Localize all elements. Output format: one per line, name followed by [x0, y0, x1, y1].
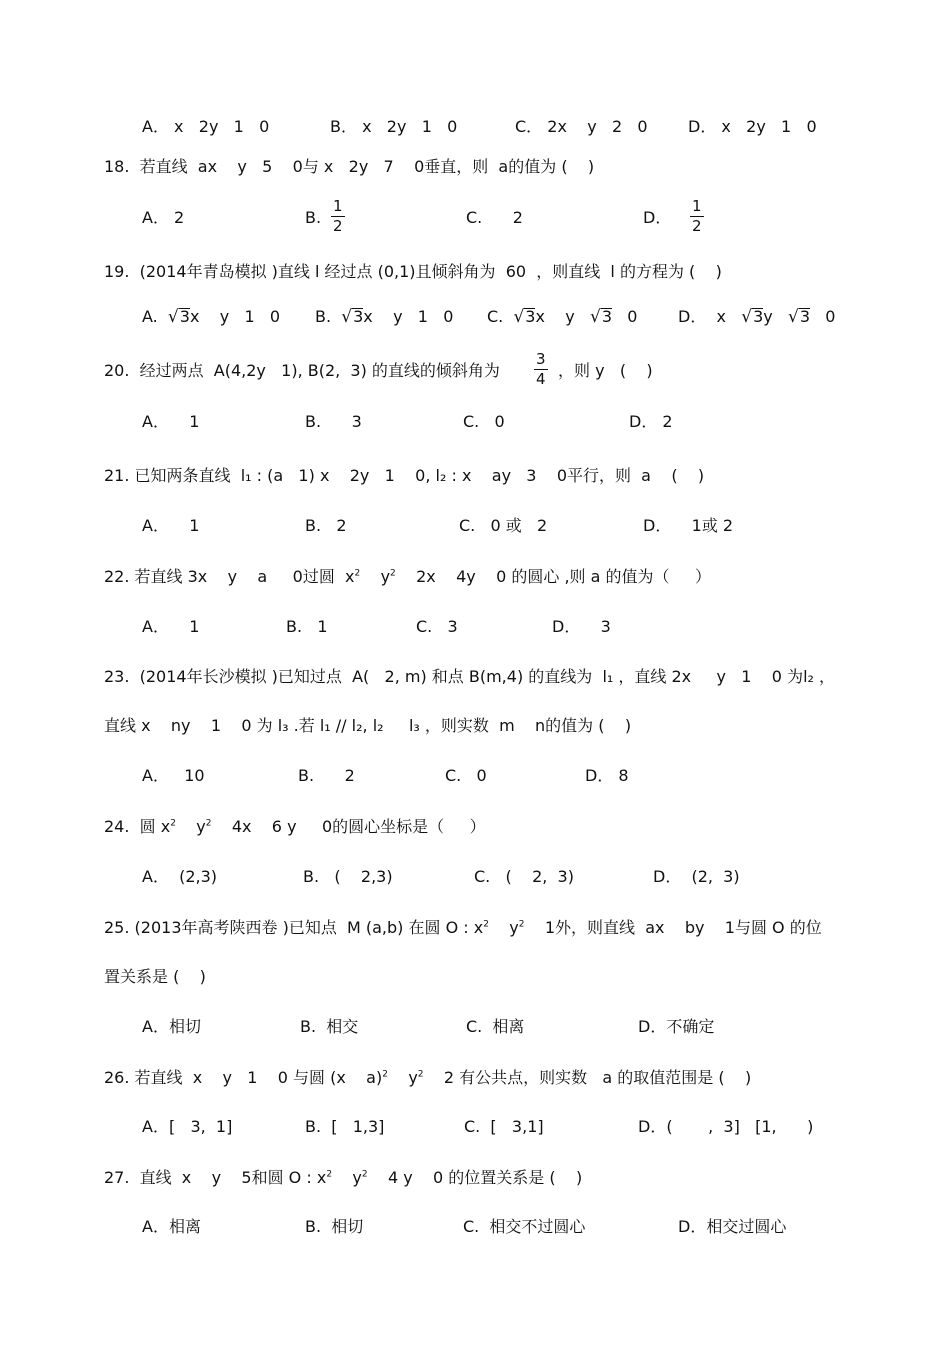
- option-label: B.: [315, 307, 342, 326]
- stem-text: y: [332, 1168, 362, 1187]
- q20-option-d: D． 2: [629, 412, 673, 431]
- radicand: 3: [799, 307, 811, 326]
- q18-option-c: C. 2: [466, 208, 523, 227]
- q25-stem-line1: [104, 918, 822, 938]
- fraction-numerator: 3: [536, 350, 546, 368]
- option-text: 0: [810, 307, 836, 326]
- q20-option-b: B. 3: [305, 412, 362, 431]
- q24-option-d: D． (2, 3): [653, 867, 740, 886]
- q22-option-c: C. 3: [416, 617, 458, 636]
- q25-option-c: C. 相离: [466, 1017, 525, 1036]
- stem-text: y: [488, 918, 519, 937]
- radical-icon: √: [741, 307, 753, 327]
- stem-text: 22. 若直线 3x y a 0过圆 x: [104, 567, 355, 586]
- q27-option-d: D．相交过圆心: [678, 1217, 787, 1236]
- option-text: y: [763, 307, 788, 326]
- q18-option-d-label: D．: [643, 208, 672, 227]
- q24-option-c: C. ( 2, 3): [474, 867, 574, 886]
- fraction-denominator: 2: [692, 217, 702, 235]
- q24-option-a: A． (2,3): [142, 867, 218, 886]
- q17-option-d: D． x 2y 1 0: [688, 117, 817, 136]
- radicand: 3: [601, 307, 613, 326]
- q27-option-c: C. 相交不过圆心: [463, 1217, 586, 1236]
- exponent: 2: [326, 1169, 333, 1180]
- q19-option-b: [315, 307, 453, 327]
- q19-option-a: [142, 307, 280, 327]
- q20-stem: 20. 经过两点 A(4,2y 1), B(2, 3) 的直线的倾斜角为: [104, 361, 500, 380]
- q26-option-d: D．( , 3] [1, ): [638, 1117, 814, 1136]
- q22-stem: [104, 567, 711, 587]
- q27-option-a: A．相离: [142, 1217, 201, 1236]
- q22-option-d: D． 3: [552, 617, 611, 636]
- q18-option-b-label: B.: [305, 208, 322, 227]
- q20-stem-tail: ，则 y ( ): [558, 361, 653, 380]
- q27-option-b: B. 相切: [305, 1217, 364, 1236]
- stem-text: 4 y 0 的位置关系是 ( ): [367, 1168, 583, 1187]
- q18-option-d-fraction: [690, 198, 704, 235]
- exponent: 2: [361, 1169, 368, 1180]
- q18-option-a: A． 2: [142, 208, 185, 227]
- fraction-numerator: 1: [333, 197, 343, 215]
- option-label: D． x: [678, 307, 742, 326]
- q23-option-d: D． 8: [585, 766, 629, 785]
- q19-option-c: [487, 307, 637, 327]
- stem-text: y: [360, 567, 391, 586]
- stem-text: 1外，则直线 ax by 1与圆 O 的位: [524, 918, 822, 937]
- radicand: 3: [525, 307, 536, 326]
- q24-option-b: B. ( 2,3): [303, 867, 393, 886]
- q26-option-b: B. [ 1,3]: [305, 1117, 385, 1136]
- q23-option-a: A． 10: [142, 766, 205, 785]
- option-text: 0: [612, 307, 638, 326]
- q21-option-b: B. 2: [305, 516, 347, 535]
- stem-text: 27. 直线 x y 5和圆 O : x: [104, 1168, 327, 1187]
- q23-option-b: B. 2: [298, 766, 355, 785]
- stem-text: y: [175, 817, 206, 836]
- option-text: x y 1 0: [363, 307, 454, 326]
- q26-option-a: A．[ 3, 1]: [142, 1117, 233, 1136]
- q17-option-c: C． 2x y 2 0: [515, 117, 648, 136]
- q26-option-c: C. [ 3,1]: [464, 1117, 544, 1136]
- radicand: 3: [753, 307, 764, 326]
- q21-option-d: D． 1或 2: [643, 516, 734, 535]
- exponent: 2: [483, 919, 489, 930]
- option-text: x y: [535, 307, 591, 326]
- radical-icon: √: [167, 307, 179, 327]
- q25-stem-line2: 置关系是 ( ): [104, 967, 206, 986]
- stem-text: 2 有公共点，则实数 a 的取值范围是 ( ): [423, 1068, 752, 1087]
- q17-option-a: A． x 2y 1 0: [142, 117, 270, 136]
- stem-text: 2x 4y 0 的圆心 ,则 a 的值为（ ）: [395, 567, 711, 586]
- option-label: A.: [142, 307, 168, 326]
- radicand: 3: [353, 307, 364, 326]
- exponent: 2: [390, 568, 396, 579]
- exponent: 2: [170, 818, 176, 829]
- q24-stem: [104, 817, 486, 837]
- q27-stem: [104, 1168, 582, 1188]
- q23-stem-line1: 23. (2014年长沙模拟 )已知过点 A( 2, m) 和点 B(m,4) 的直线为 l₁ ，直线 2x y 1 0 为l₂ ，: [104, 667, 836, 686]
- q17-option-b: B． x 2y 1 0: [330, 117, 458, 136]
- option-label: C.: [487, 307, 514, 326]
- option-text: x y 1 0: [189, 307, 281, 326]
- radical-icon: √: [788, 307, 799, 327]
- q20-option-a: A． 1: [142, 412, 200, 431]
- radical-icon: √: [513, 307, 525, 327]
- fraction-numerator: 1: [692, 197, 702, 215]
- q25-option-a: A．相切: [142, 1017, 201, 1036]
- q21-option-a: A． 1: [142, 516, 200, 535]
- q19-stem: 19. (2014年青岛模拟 )直线 l 经过点 (0,1)且倾斜角为 60 ，则直线 l 的方程为 ( ): [104, 262, 722, 281]
- q25-option-b: B. 相交: [300, 1017, 359, 1036]
- q18-stem: 18. 若直线 ax y 5 0与 x 2y 7 0垂直，则 a的值为 ( ): [104, 157, 595, 176]
- exponent: 2: [518, 919, 525, 930]
- exponent: 2: [417, 1069, 424, 1080]
- stem-text: y: [387, 1068, 418, 1087]
- fraction-denominator: 2: [333, 217, 343, 235]
- exponent: 2: [382, 1069, 388, 1080]
- radical-icon: √: [341, 307, 353, 327]
- q21-stem: 21. 已知两条直线 l₁ : (a 1) x 2y 1 0, l₂ : x ay 3 0平行，则 a ( ): [104, 466, 705, 485]
- q26-stem: [104, 1068, 751, 1088]
- q25-option-d: D．不确定: [638, 1017, 715, 1036]
- q23-option-c: C. 0: [445, 766, 487, 785]
- radicand: 3: [179, 307, 190, 326]
- stem-text: 25. (2013年高考陕西卷 )已知点 M (a,b) 在圆 O : x: [104, 918, 484, 937]
- radical-icon: √: [590, 307, 601, 327]
- q22-option-b: B. 1: [286, 617, 328, 636]
- stem-text: 24. 圆 x: [104, 817, 171, 836]
- stem-text: 26. 若直线 x y 1 0 与圆 (x a): [104, 1068, 383, 1087]
- q20-option-c: C. 0: [463, 412, 505, 431]
- exponent: 2: [354, 568, 361, 579]
- fraction-denominator: 4: [536, 370, 546, 388]
- q19-option-d: [678, 307, 835, 327]
- q18-option-b-fraction: [331, 198, 345, 235]
- q20-fraction: [534, 351, 548, 388]
- exponent: 2: [205, 818, 212, 829]
- q21-option-c: C. 0 或 2: [459, 516, 548, 535]
- q22-option-a: A． 1: [142, 617, 200, 636]
- q23-stem-line2: 直线 x ny 1 0 为 l₃ .若 l₁ // l₂, l₂ l₃ ，则实数 m n的值为 ( ): [104, 716, 632, 735]
- stem-text: 4x 6 y 0的圆心坐标是（ ）: [211, 817, 486, 836]
